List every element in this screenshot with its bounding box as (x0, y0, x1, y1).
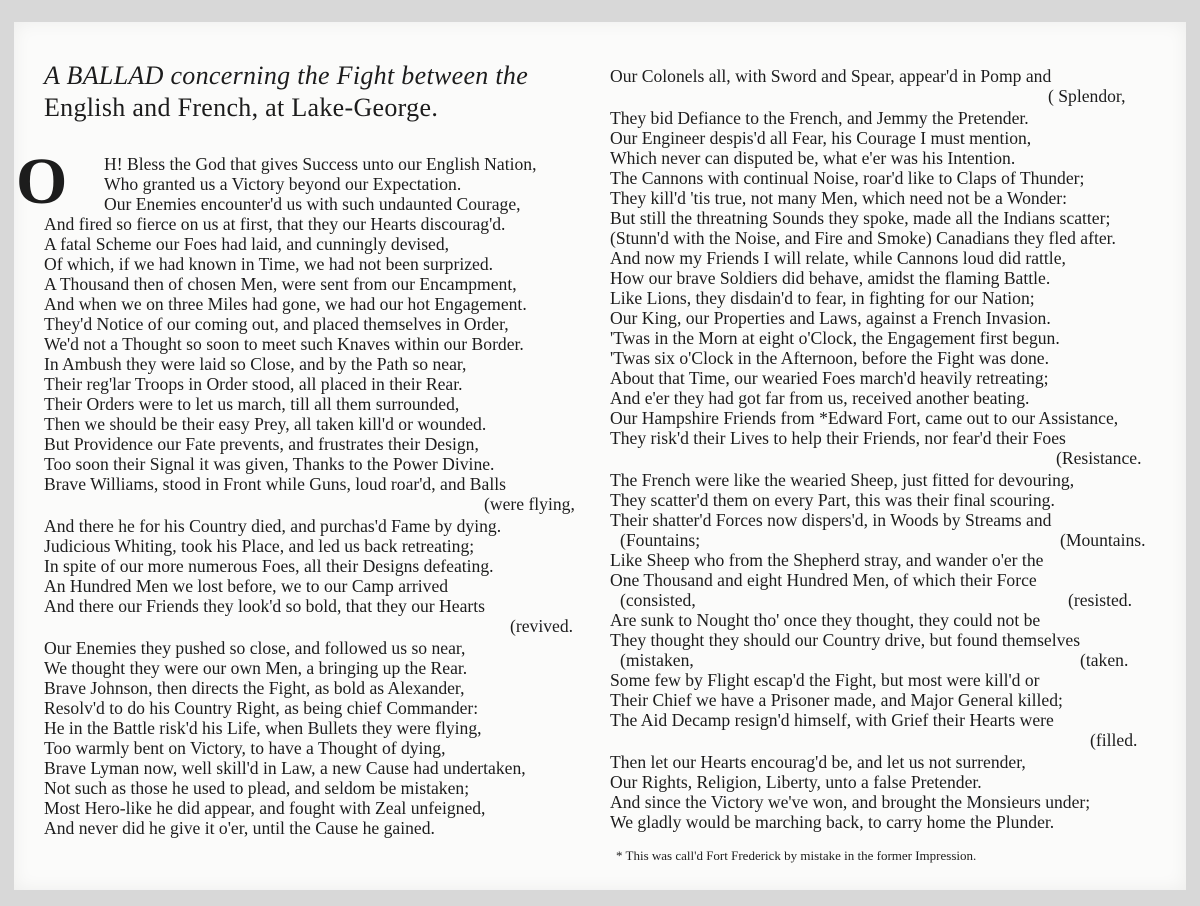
verse-line: And e'er they had got far from us, received another beating. (610, 388, 1030, 408)
verse-line: Of which, if we had known in Time, we had not been surprized. (44, 254, 494, 274)
verse-line: But still the threatning Sounds they spoke, made all the Indians scatter; (610, 208, 1111, 228)
verse-line-continuation: (consisted, (620, 590, 696, 610)
verse-line: And since the Victory we've won, and brought the Monsieurs under; (610, 792, 1091, 812)
verse-line: We'd not a Thought so soon to meet such Knaves within our Border. (44, 334, 524, 354)
verse-line-continuation: (mistaken, (620, 650, 694, 670)
verse-line: How our brave Soldiers did behave, amidst the flaming Battle. (610, 268, 1051, 288)
verse-line: They risk'd their Lives to help their Friends, nor fear'd their Foes (610, 428, 1066, 448)
title-line-2: English and French, at Lake-George. (44, 93, 439, 122)
verse-line-continuation: (Mountains. (1060, 530, 1146, 550)
verse-line: Who granted us a Victory beyond our Expectation. (104, 174, 462, 194)
verse-line: Like Lions, they disdain'd to fear, in fighting for our Nation; (610, 288, 1035, 308)
verse-line-continuation: (Resistance. (1056, 448, 1142, 468)
verse-line: And fired so fierce on us at first, that they our Hearts discourag'd. (44, 214, 506, 234)
verse-line: Our Rights, Religion, Liberty, unto a false Pretender. (610, 772, 982, 792)
verse-line-continuation: (taken. (1080, 650, 1129, 670)
verse-line: About that Time, our wearied Foes march'd heavily retreating; (610, 368, 1049, 388)
verse-line: Brave Williams, stood in Front while Guns, loud roar'd, and Balls (44, 474, 506, 494)
verse-line: We gladly would be marching back, to carry home the Plunder. (610, 812, 1055, 832)
verse-line: Too soon their Signal it was given, Thanks to the Power Divine. (44, 454, 495, 474)
verse-line: 'Twas in the Morn at eight o'Clock, the Engagement first begun. (610, 328, 1060, 348)
verse-line: He in the Battle risk'd his Life, when Bullets they were flying, (44, 718, 482, 738)
verse-line: A Thousand then of chosen Men, were sent from our Encampment, (44, 274, 517, 294)
verse-line: Our Enemies they pushed so close, and followed us so near, (44, 638, 466, 658)
footnote: * This was call'd Fort Frederick by mistake in the former Impression. (616, 848, 977, 863)
verse-line: Our Enemies encounter'd us with such undaunted Courage, (104, 194, 521, 214)
verse-line: They bid Defiance to the French, and Jemmy the Pretender. (610, 108, 1029, 128)
verse-line: Their shatter'd Forces now dispers'd, in Woods by Streams and (610, 510, 1052, 530)
verse-line: Our King, our Properties and Laws, against a French Invasion. (610, 308, 1051, 328)
verse-line: And now my Friends I will relate, while Cannons loud did rattle, (610, 248, 1066, 268)
verse-line: Not such as those he used to plead, and seldom be mistaken; (44, 778, 470, 798)
verse-line: The Aid Decamp resign'd himself, with Grief their Hearts were (610, 710, 1054, 730)
verse-line: A fatal Scheme our Foes had laid, and cunningly devised, (44, 234, 450, 254)
verse-line: Resolv'd to do his Country Right, as being chief Commander: (44, 698, 479, 718)
verse-line: Our Hampshire Friends from *Edward Fort, came out to our Assistance, (610, 408, 1119, 428)
verse-line: H! Bless the God that gives Success unto our English Nation, (104, 154, 537, 174)
verse-line: Their Chief we have a Prisoner made, and Major General killed; (610, 690, 1063, 710)
verse-line: Judicious Whiting, took his Place, and led us back retreating; (44, 536, 475, 556)
verse-line: (Stunn'd with the Noise, and Fire and Smoke) Canadians they fled after. (610, 228, 1116, 248)
verse-line: Our Engineer despis'd all Fear, his Courage I must mention, (610, 128, 1032, 148)
broadside-page (14, 22, 1186, 890)
verse-line: Then we should be their easy Prey, all taken kill'd or wounded. (44, 414, 487, 434)
verse-line: And there our Friends they look'd so bold, that they our Hearts (44, 596, 485, 616)
verse-line: Are sunk to Nought tho' once they thought, they could not be (610, 610, 1041, 630)
verse-line-continuation: (revived. (510, 616, 574, 636)
verse-line: The Cannons with continual Noise, roar'd like to Claps of Thunder; (610, 168, 1085, 188)
title-line-1: A BALLAD concerning the Fight between the (44, 61, 529, 90)
verse-line: Most Hero-like he did appear, and fought with Zeal unfeigned, (44, 798, 486, 818)
verse-line: In Ambush they were laid so Close, and by the Path so near, (44, 354, 467, 374)
verse-line: Their Orders were to let us march, till all them surrounded, (44, 394, 460, 414)
verse-line: Their reg'lar Troops in Order stood, all placed in their Rear. (44, 374, 463, 394)
verse-line-continuation: (were flying, (484, 494, 575, 514)
verse-line: Our Colonels all, with Sword and Spear, appear'd in Pomp and (610, 66, 1052, 86)
verse-line: And there he for his Country died, and purchas'd Fame by dying. (44, 516, 502, 536)
verse-line: Too warmly bent on Victory, to have a Thought of dying, (44, 738, 446, 758)
verse-line-continuation: (filled. (1090, 730, 1138, 750)
verse-line: 'Twas six o'Clock in the Afternoon, before the Fight was done. (610, 348, 1050, 368)
verse-line: The French were like the wearied Sheep, just fitted for devouring, (610, 470, 1075, 490)
verse-line: They thought they should our Country drive, but found themselves (610, 630, 1081, 650)
verse-line: Brave Johnson, then directs the Fight, as bold as Alexander, (44, 678, 465, 698)
ballad-title (44, 60, 604, 124)
drop-cap: O (16, 145, 68, 218)
verse-line-continuation: ( Splendor, (1048, 86, 1126, 106)
verse-line: Which never can disputed be, what e'er was his Intention. (610, 148, 1016, 168)
verse-line: And when we on three Miles had gone, we had our hot Engagement. (44, 294, 527, 314)
verse-line-continuation: (resisted. (1068, 590, 1133, 610)
verse-line: Then let our Hearts encourag'd be, and let us not surrender, (610, 752, 1026, 772)
verse-line: They'd Notice of our coming out, and placed themselves in Order, (44, 314, 509, 334)
verse-line: Like Sheep who from the Shepherd stray, and wander o'er the (610, 550, 1044, 570)
verse-line: But Providence our Fate prevents, and frustrates their Design, (44, 434, 479, 454)
verse-line: They scatter'd them on every Part, this was their final scouring. (610, 490, 1055, 510)
verse-line: Some few by Flight escap'd the Fight, but most were kill'd or (610, 670, 1040, 690)
verse-line: In spite of our more numerous Foes, all their Designs defeating. (44, 556, 494, 576)
verse-line: An Hundred Men we lost before, we to our Camp arrived (44, 576, 449, 596)
verse-line: They kill'd 'tis true, not many Men, which need not be a Wonder: (610, 188, 1068, 208)
verse-line-continuation: (Fountains; (620, 530, 701, 550)
verse-line: One Thousand and eight Hundred Men, of which their Force (610, 570, 1037, 590)
verse-line: We thought they were our own Men, a bringing up the Rear. (44, 658, 468, 678)
verse-line: And never did he give it o'er, until the Cause he gained. (44, 818, 435, 838)
verse-line: Brave Lyman now, well skill'd in Law, a new Cause had undertaken, (44, 758, 526, 778)
